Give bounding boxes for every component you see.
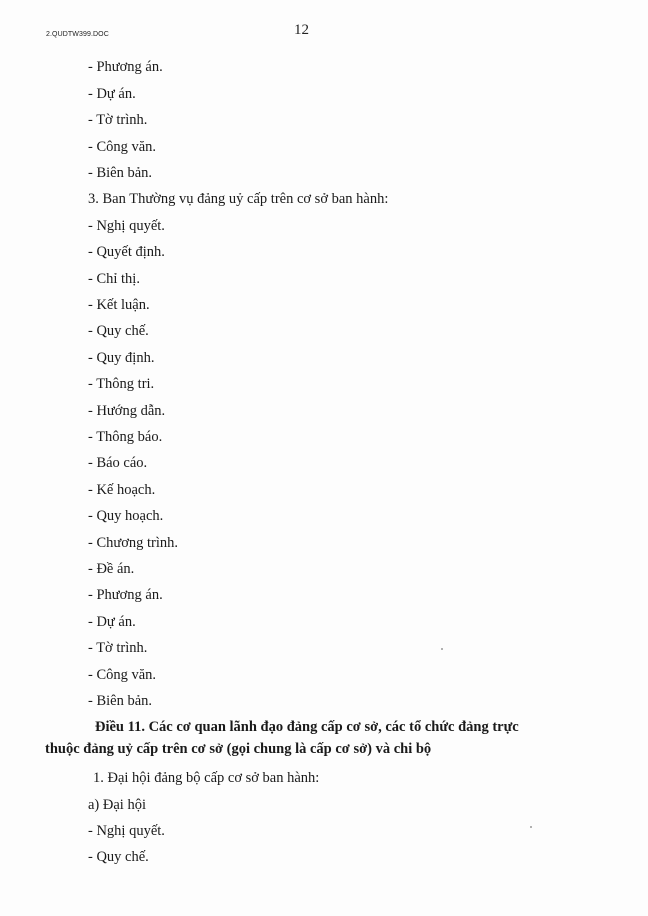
list-item: - Quy định. xyxy=(88,350,155,366)
list-item: - Quyết định. xyxy=(88,244,165,260)
file-name: 2.QUDTW399.DOC xyxy=(46,31,109,38)
section-heading: 1. Đại hội đảng bộ cấp cơ sở ban hành: xyxy=(93,770,320,786)
scan-speck xyxy=(530,826,532,828)
list-item: - Báo cáo. xyxy=(88,455,148,471)
list-item: - Quy chế. xyxy=(88,849,149,865)
list-item: - Tờ trình. xyxy=(88,112,148,128)
sub-heading: a) Đại hội xyxy=(88,797,146,813)
scan-speck xyxy=(441,648,443,650)
list-item: - Công văn. xyxy=(88,139,157,155)
list-item: - Thông tri. xyxy=(88,376,155,392)
list-item: - Chỉ thị. xyxy=(88,271,140,287)
list-item: - Tờ trình. xyxy=(88,640,148,656)
article-title: Điều 11. Các cơ quan lãnh đạo đảng cấp cơ sở, các tổ chức đảng trực xyxy=(95,719,519,735)
list-item: - Kết luận. xyxy=(88,297,150,313)
list-item: - Hướng dẫn. xyxy=(88,403,166,419)
page-number: 12 xyxy=(294,22,309,38)
list-item: - Phương án. xyxy=(88,59,163,75)
article-title-continued: thuộc đảng uỷ cấp trên cơ sở (gọi chung là cấp cơ sở) và chi bộ xyxy=(45,741,432,757)
list-item: - Nghị quyết. xyxy=(88,218,165,234)
list-item: - Dự án. xyxy=(88,614,136,630)
list-item: - Phương án. xyxy=(88,587,163,603)
list-item: - Đề án. xyxy=(88,561,135,577)
list-item: - Biên bản. xyxy=(88,165,153,181)
list-item: - Dự án. xyxy=(88,86,136,102)
list-item: - Biên bản. xyxy=(88,693,153,709)
list-item: - Công văn. xyxy=(88,667,157,683)
section-heading: 3. Ban Thường vụ đảng uỷ cấp trên cơ sở ban hành: xyxy=(88,191,389,207)
list-item: - Thông báo. xyxy=(88,429,163,445)
list-item: - Nghị quyết. xyxy=(88,823,165,839)
list-item: - Chương trình. xyxy=(88,535,179,551)
list-item: - Kế hoạch. xyxy=(88,482,156,498)
list-item: - Quy chế. xyxy=(88,323,149,339)
list-item: - Quy hoạch. xyxy=(88,508,164,524)
